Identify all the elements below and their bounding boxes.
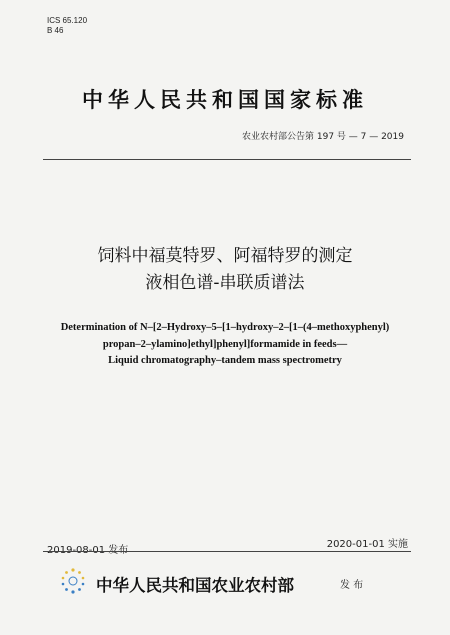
chinese-title-line-1: 饲料中福莫特罗、阿福特罗的测定	[97, 246, 353, 266]
classification-codes	[47, 16, 87, 36]
top-divider	[43, 159, 411, 160]
issue-date: 2019-08-01 发布	[47, 545, 129, 556]
english-title-line-3: Liquid chromatography–tandem mass spectrometry	[108, 355, 342, 366]
chinese-title	[0, 243, 450, 297]
english-title-line-1: Determination of N–[2–Hydroxy–5–[1–hydroxy–2–[1–(4–methoxyphenyl)	[60, 322, 390, 333]
chinese-title-line-2: 液相色谱-串联质谱法	[145, 273, 305, 293]
ministry-emblem-icon	[58, 566, 88, 596]
publish-label: 发 布	[340, 580, 364, 591]
ministry-name: 中华人民共和国农业农村部	[96, 576, 294, 595]
standard-number: 农业农村部公告第 197 号 — 7 — 2019	[242, 132, 404, 142]
implementation-date: 2020-01-01 实施	[326, 539, 408, 550]
bottom-divider	[43, 551, 411, 552]
english-title	[0, 320, 450, 370]
ccs-code: B 46	[47, 26, 64, 35]
ics-code: ICS 65.120	[47, 16, 88, 25]
standard-type-title: 中华人民共和国国家标准	[82, 88, 368, 112]
english-title-line-2: propan–2–ylamino]ethyl]phenyl]formamide in feeds—	[102, 338, 348, 350]
